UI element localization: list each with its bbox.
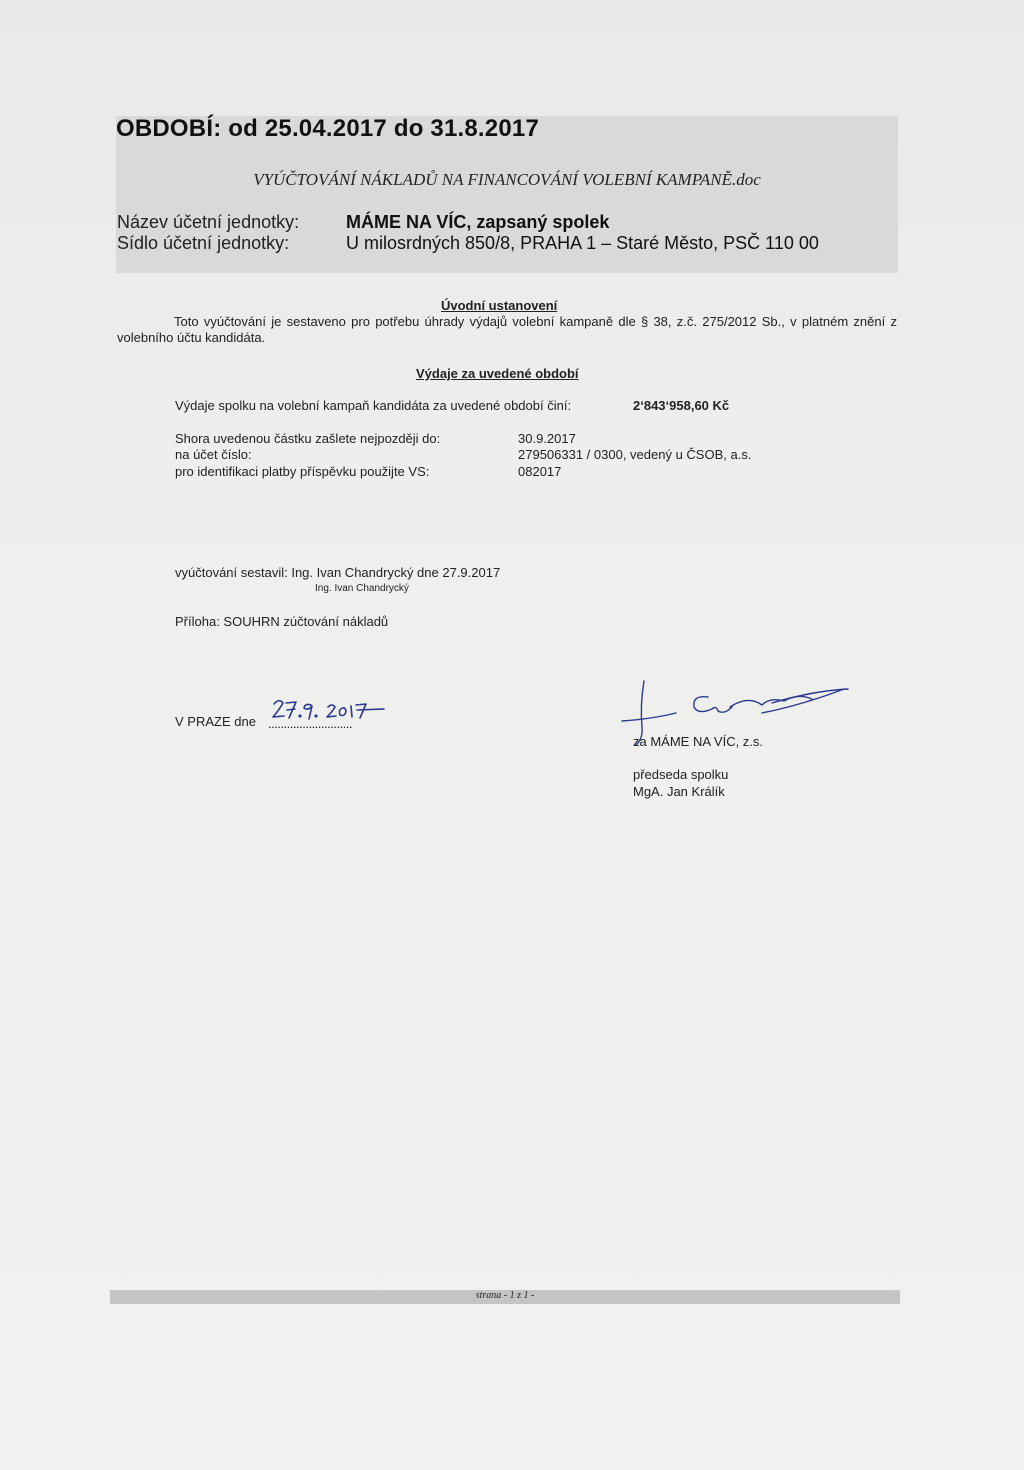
preparer-name: Ing. Ivan Chandrycký [315,583,409,594]
expenses-amount: 2‘843‘958,60 Kč [633,398,730,413]
signatory-name: MgA. Jan Králík [633,784,725,799]
payment-label-vs: pro identifikaci platby příspěvku použijte VS: [175,464,430,479]
date-dots: ........................... [268,716,353,731]
intro-text: Toto vyúčtování je sestaveno pro potřebu úhrady výdajů volební kampaně dle § 38, z.č. 275/2012 Sb., v platném znění z volebního účtu kandidáta. [117,314,897,345]
page-number: strana - 1 z 1 - [475,1290,535,1301]
payment-value-due: 30.9.2017 [518,431,576,446]
org-seat-value: U milosrdných 850/8, PRAHA 1 – Staré Město, PSČ 110 00 [346,233,819,253]
document-title: VYÚČTOVÁNÍ NÁKLADŮ NA FINANCOVÁNÍ VOLEBNÍ KAMPANĚ.doc [253,170,761,189]
payment-value-account: 279506331 / 0300, vedený u ČSOB, a.s. [518,447,752,462]
payment-value-vs: 082017 [518,464,562,479]
attachment-line: Příloha: SOUHRN zúčtování nákladů [175,614,389,629]
org-name-value: MÁME NA VÍC, zapsaný spolek [346,212,610,232]
prepared-by-line: vyúčtování sestavil: Ing. Ivan Chandrycký dne 27.9.2017 [175,565,501,580]
handwritten-date [270,695,390,725]
intro-heading: Úvodní ustanovení [441,298,558,313]
expenses-heading: Výdaje za uvedené období [416,366,579,381]
org-name-label: Název účetní jednotky: [117,212,300,232]
signatory-org: za MÁME NA VÍC, z.s. [633,734,764,749]
expenses-statement: Výdaje spolku na volební kampaň kandidáta za uvedené období činí: [175,398,572,413]
org-seat-label: Sídlo účetní jednotky: [117,233,290,253]
place-date-label: V PRAZE dne [175,714,256,729]
payment-label-due: Shora uvedenou částku zašlete nejpozději do: [175,431,441,446]
signatory-role: předseda spolku [633,767,729,782]
payment-label-account: na účet číslo: [175,447,252,462]
period-title: OBDOBÍ: od 25.04.2017 do 31.8.2017 [116,115,539,142]
